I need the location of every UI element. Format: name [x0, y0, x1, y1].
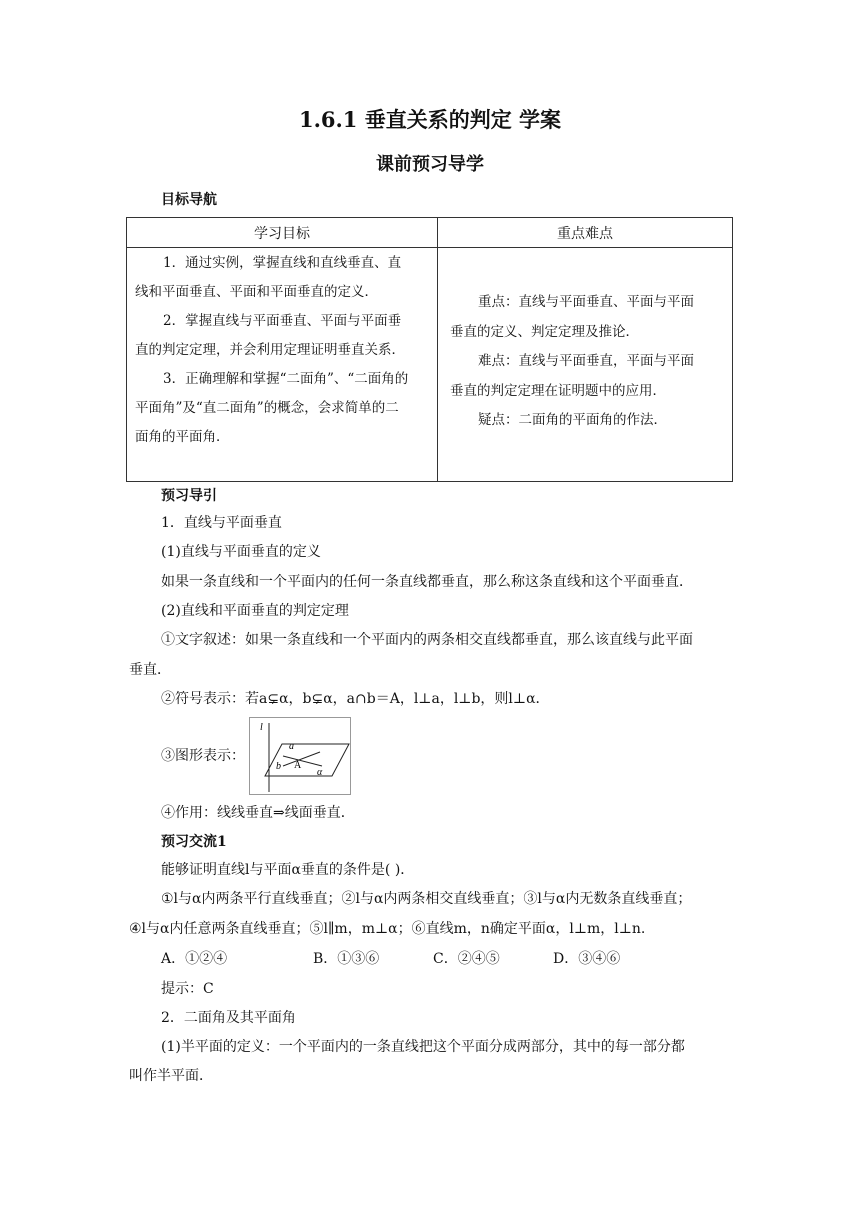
- key-point-line: 疑点：二面角的平面角的作法．: [478, 412, 667, 428]
- theorem-text: 垂直．: [129, 662, 171, 678]
- table-header-key-points: 重点难点: [438, 218, 733, 248]
- goal-line: 1．通过实例，掌握直线和直线垂直、直: [163, 255, 402, 271]
- option-d: D．③④⑥: [553, 951, 621, 967]
- option-c: C．②④⑤: [433, 951, 500, 967]
- perpendicular-diagram: [250, 718, 350, 794]
- section-heading-target-nav: 目标导航: [161, 192, 217, 208]
- figure-label: ③图形表示：: [161, 748, 245, 764]
- goals-table: [126, 217, 733, 482]
- definition-text: 如果一条直线和一个平面内的任何一条直线都垂直，那么称这条直线和这个平面垂直．: [161, 574, 693, 590]
- label-A: A: [294, 760, 302, 771]
- goal-line: 线和平面垂直、平面和平面垂直的定义．: [135, 284, 378, 300]
- half-plane-definition: 叫作半平面．: [129, 1068, 213, 1084]
- label-l: l: [260, 722, 263, 733]
- goals-cell: [127, 248, 438, 482]
- line-a: [283, 756, 322, 766]
- goal-line: 平面角”及“直二面角”的概念，会求简单的二: [135, 400, 399, 416]
- label-b: b: [276, 761, 281, 772]
- usage-text: ④作用：线线垂直⇒线面垂直．: [161, 805, 355, 821]
- page-subtitle: 课前预习导学: [376, 154, 484, 175]
- label-a: a: [289, 741, 294, 752]
- label-alpha: α: [317, 767, 323, 778]
- key-point-line: 重点：直线与平面垂直、平面与平面: [478, 294, 694, 310]
- question-text: 能够证明直线l与平面α垂直的条件是( )．: [161, 862, 415, 878]
- option-a: A．①②④: [161, 951, 228, 967]
- line-plane-figure: [249, 717, 351, 795]
- key-point-line: 难点：直线与平面垂直，平面与平面: [478, 353, 694, 369]
- section-title: 2．二面角及其平面角: [161, 1010, 296, 1026]
- section-title: 1．直线与平面垂直: [161, 515, 282, 531]
- hint-text: 提示：C: [161, 981, 214, 997]
- key-point-line: 垂直的判定定理在证明题中的应用．: [450, 382, 666, 399]
- goal-line: 3．正确理解和掌握“二面角”、“二面角的: [163, 371, 409, 387]
- section-heading-preview: 预习导引: [161, 488, 217, 504]
- subsection-title: (2)直线和平面垂直的判定定理: [161, 603, 349, 619]
- conditions-text: ①l与α内两条平行直线垂直；②l与α内两条相交直线垂直；③l与α内无数条直线垂直；: [161, 891, 692, 907]
- option-b: B．①③⑥: [313, 951, 380, 967]
- section-heading-exchange: 预习交流1: [161, 834, 227, 850]
- goal-line: 直的判定定理，并会利用定理证明垂直关系．: [135, 342, 405, 358]
- page-title: 1.6.1 垂直关系的判定 学案: [298, 107, 562, 132]
- goal-line: 2．掌握直线与平面垂直、平面与平面垂: [163, 313, 402, 329]
- conditions-text: ④l与α内任意两条直线垂直；⑤l∥m，m⊥α；⑥直线m，n确定平面α，l⊥m，l⊥n.: [129, 921, 646, 937]
- half-plane-definition: (1)半平面的定义：一个平面内的一条直线把这个平面分成两部分，其中的每一部分都: [161, 1039, 685, 1055]
- symbol-notation: ②符号表示：若a⊊α，b⊊α，a∩b＝A，l⊥a，l⊥b，则l⊥α．: [161, 691, 550, 707]
- subsection-title: (1)直线与平面垂直的定义: [161, 544, 321, 560]
- goal-line: 面角的平面角．: [135, 429, 230, 445]
- key-point-line: 垂直的定义、判定定理及推论．: [450, 323, 639, 340]
- table-header-goals: 学习目标: [127, 218, 438, 248]
- key-points-cell: [438, 248, 733, 482]
- theorem-text: ①文字叙述：如果一条直线和一个平面内的两条相交直线都垂直，那么该直线与此平面: [161, 632, 693, 648]
